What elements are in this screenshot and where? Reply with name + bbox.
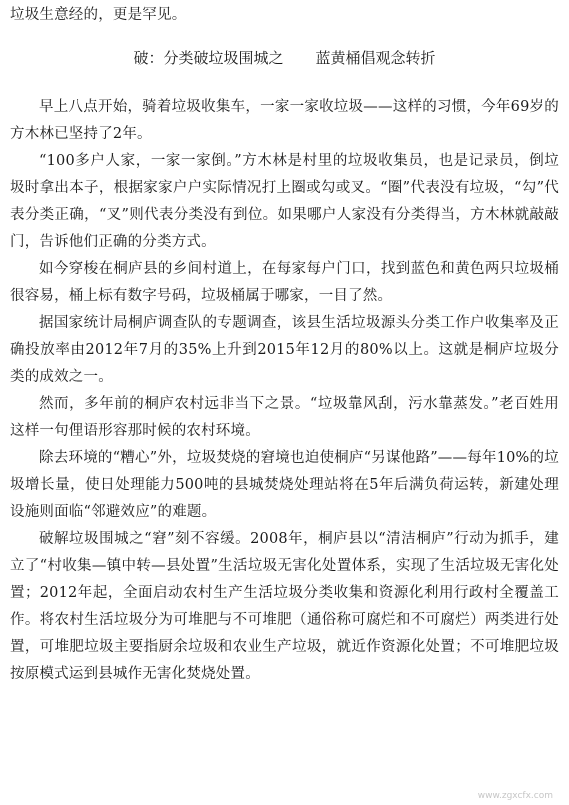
paragraph: 早上八点开始，骑着垃圾收集车，一家一家收垃圾——这样的习惯，今年69岁的方木林已坚持了2年。	[10, 99, 559, 142]
paragraph: 破解垃圾围城之“窘”刻不容缓。2008年，桐庐县以“清洁桐庐”行动为抓手，建立了“村收集—镇中转—县处置”生活垃圾无害化处置体系，实现了生活垃圾无害化处置；2012年起，全面启动农村生产生活垃圾分类收集和资源化利用行政村全覆盖工作。将农村生活垃圾分为可堆肥与不可堆肥（通俗称可腐烂和不可腐烂）两类进行处置，可堆肥垃圾主要指厨余垃圾和农业生产垃圾，就近作资源化处置；不可堆肥垃圾按原模式运到县城作无害化焚烧处置。	[10, 531, 559, 682]
section-title	[0, 46, 569, 70]
article-body	[10, 94, 559, 688]
section-title-right: 蓝黄桶倡观念转折	[315, 49, 436, 67]
paragraph: 除去环境的“糟心”外，垃圾焚烧的窘境也迫使桐庐“另谋他路”——每年10%的垃圾增长量，使日处理能力500吨的县城焚烧处理站将在5年后满负荷运转，新建处理设施则面临“邻避效应”的难题。	[10, 450, 559, 520]
lead-line: 垃圾生意经的，更是罕见。	[10, 7, 187, 23]
section-title-left: 破：分类破垃圾围城之	[133, 49, 284, 67]
paragraph: 然而，多年前的桐庐农村远非当下之景。“垃圾靠风刮，污水靠蒸发。”老百姓用这样一句俚语形容那时候的农村环境。	[10, 396, 559, 439]
paragraph: 据国家统计局桐庐调查队的专题调查，该县生活垃圾源头分类工作户收集率及正确投放率由2012年7月的35%上升到2015年12月的80%以上。这就是桐庐垃圾分类的成效之一。	[10, 315, 559, 385]
paragraph: “100多户人家，一家一家倒。”方木林是村里的垃圾收集员，也是记录员，倒垃圾时拿出本子，根据家家户户实际情况打上圈或勾或叉。“圈”代表没有垃圾，“勾”代表分类正确，“叉”则代表分类没有到位。如果哪户人家没有分类得当，方木林就敲敲门，告诉他们正确的分类方式。	[10, 153, 559, 250]
watermark-url: www.zgxcfx.com	[477, 791, 553, 801]
paragraph: 如今穿梭在桐庐县的乡间村道上，在每家每户门口，找到蓝色和黄色两只垃圾桶很容易，桶上标有数字号码，垃圾桶属于哪家，一目了然。	[10, 261, 559, 304]
